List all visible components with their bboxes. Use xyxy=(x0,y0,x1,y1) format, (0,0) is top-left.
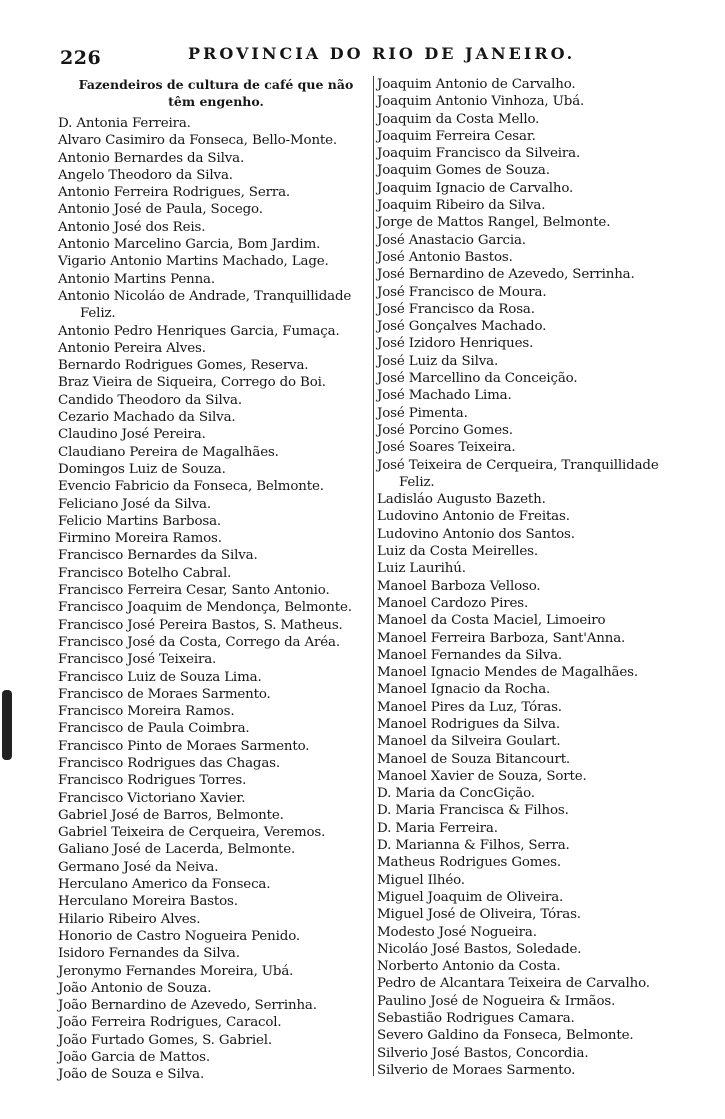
list-item: Gabriel José de Barros, Belmonte. xyxy=(58,807,284,823)
list-item: Feliciano José da Silva. xyxy=(58,496,211,512)
list-item: Miguel Joaquim de Oliveira. xyxy=(377,889,564,905)
list-item: José Izidoro Henriques. xyxy=(377,336,534,352)
list-item: Francisco de Paula Coimbra. xyxy=(58,721,250,737)
list-item: Luiz Laurihú. xyxy=(377,561,466,577)
list-item: Jeronymo Fernandes Moreira, Ubá. xyxy=(58,963,294,979)
list-item: Nicoláo José Bastos, Soledade. xyxy=(377,941,582,957)
section-heading-line-2: têm engenho. xyxy=(168,93,264,109)
list-item: João Furtado Gomes, S. Gabriel. xyxy=(58,1032,273,1048)
list-item: Herculano Moreira Bastos. xyxy=(58,894,238,910)
list-item: Isidoro Fernandes da Silva. xyxy=(58,946,240,962)
list-item: João Bernardino de Azevedo, Serrinha. xyxy=(58,998,317,1014)
list-item: Francisco Pinto de Moraes Sarmento. xyxy=(58,738,310,754)
list-item: Antonio Pedro Henriques Garcia, Fumaça. xyxy=(58,323,340,339)
section-heading xyxy=(58,76,374,115)
list-item: Sebastião Rodrigues Camara. xyxy=(377,1011,575,1027)
list-item: Candido Theodoro da Silva. xyxy=(58,392,242,408)
list-item: Germano José da Neiva. xyxy=(58,859,219,875)
list-item: José Francisco da Rosa. xyxy=(377,301,535,317)
list-item: Joaquim Antonio de Carvalho. xyxy=(377,77,576,92)
list-item: Francisco José Pereira Bastos, S. Matheus. xyxy=(58,617,343,633)
left-column xyxy=(58,76,374,1084)
list-item: Manoel Barboza Velloso. xyxy=(377,578,541,594)
list-item: Francisco Victoriano Xavier. xyxy=(58,790,246,806)
column-divider xyxy=(373,76,374,1076)
list-item: Matheus Rodrigues Gomes. xyxy=(377,855,561,871)
list-item: Modesto José Nogueira. xyxy=(377,924,537,940)
list-item: Antonio Martins Penna. xyxy=(58,271,215,287)
list-item: Manoel Rodrigues da Silva. xyxy=(377,716,560,732)
section-heading-line-1: Fazendeiros de cultura de café que não xyxy=(78,77,354,92)
list-item: Feliz. xyxy=(399,474,435,490)
list-item: Manoel Cardozo Pires. xyxy=(377,595,529,611)
list-item: Feliz. xyxy=(80,306,116,322)
list-item: D. Maria Ferreira. xyxy=(377,820,498,836)
list-item: D. Marianna & Filhos, Serra. xyxy=(377,838,570,854)
list-item: Joaquim da Costa Mello. xyxy=(377,111,540,127)
list-item: Manoel Ignacio Mendes de Magalhães. xyxy=(377,665,638,681)
list-item: Manoel da Silveira Goulart. xyxy=(377,734,561,750)
list-item: Antonio Nicoláo de Andrade, Tranquillidade xyxy=(58,288,352,304)
list-item: Paulino José de Nogueira & Irmãos. xyxy=(377,993,616,1009)
list-item: Antonio José de Paula, Socego. xyxy=(58,202,263,218)
right-column xyxy=(377,76,717,1079)
list-item: Antonio Ferreira Rodrigues, Serra. xyxy=(58,185,291,201)
list-item: Honorio de Castro Nogueira Penido. xyxy=(58,928,300,944)
list-item: João Antonio de Souza. xyxy=(58,980,212,996)
list-item: Ladisláo Augusto Bazeth. xyxy=(377,492,546,508)
list-item: Antonio Marcelino Garcia, Bom Jardim. xyxy=(58,237,321,253)
list-item: Ludovino Antonio dos Santos. xyxy=(377,526,575,542)
list-item: D. Maria Francisca & Filhos. xyxy=(377,803,569,819)
list-item: Miguel Ilhéo. xyxy=(377,872,465,888)
list-item: Francisco José da Costa, Corrego da Aréa. xyxy=(58,634,340,650)
list-item: Joaquim Antonio Vinhoza, Ubá. xyxy=(377,94,585,110)
list-item: Alvaro Casimiro da Fonseca, Bello-Monte. xyxy=(58,133,338,149)
list-item: Felicio Martins Barbosa. xyxy=(58,513,222,529)
list-item: Angelo Theodoro da Silva. xyxy=(58,167,233,183)
list-item: Ludovino Antonio de Freitas. xyxy=(377,509,570,525)
list-item: José Pimenta. xyxy=(377,405,468,421)
list-item: Francisco Bernardes da Silva. xyxy=(58,548,258,564)
list-item: Silverio de Moraes Sarmento. xyxy=(377,1062,576,1078)
list-item: Manoel Ferreira Barboza, Sant'Anna. xyxy=(377,630,626,646)
list-item: Francisco Rodrigues das Chagas. xyxy=(58,755,280,771)
list-item: Joaquim Ferreira Cesar. xyxy=(377,128,536,144)
list-item: Domingos Luiz de Souza. xyxy=(58,461,226,477)
list-item: Firmino Moreira Ramos. xyxy=(58,531,222,547)
list-item: José Teixeira de Cerqueira, Tranquillidade xyxy=(377,457,659,473)
page-number: 226 xyxy=(60,47,102,69)
binding-mark xyxy=(2,690,12,760)
list-item: Joaquim Gomes de Souza. xyxy=(377,163,550,179)
list-item: D. Maria da ConcGição. xyxy=(377,786,535,802)
list-item: Manoel Pires da Luz, Tóras. xyxy=(377,699,562,715)
list-item: Manoel Fernandes da Silva. xyxy=(377,647,563,663)
list-item: Francisco Rodrigues Torres. xyxy=(58,773,247,789)
list-item: Francisco Moreira Ramos. xyxy=(58,704,235,720)
list-item: José Porcino Gomes. xyxy=(377,422,513,438)
list-item: Francisco Joaquim de Mendonça, Belmonte. xyxy=(58,600,352,616)
list-item: Galiano José de Lacerda, Belmonte. xyxy=(58,842,296,858)
list-item: Gabriel Teixeira de Cerqueira, Veremos. xyxy=(58,825,326,841)
list-item: Francisco Luiz de Souza Lima. xyxy=(58,669,262,685)
list-item: João Ferreira Rodrigues, Caracol. xyxy=(58,1015,282,1031)
list-item: Severo Galdino da Fonseca, Belmonte. xyxy=(377,1028,634,1044)
list-item: Joaquim Ribeiro da Silva. xyxy=(377,198,546,214)
list-item: José Anastacio Garcia. xyxy=(377,232,526,248)
list-item: Bernardo Rodrigues Gomes, Reserva. xyxy=(58,358,309,374)
list-item: Joaquim Ignacio de Carvalho. xyxy=(377,180,574,196)
list-item: Francisco José Teixeira. xyxy=(58,652,217,668)
list-item: Antonio Bernardes da Silva. xyxy=(58,150,245,166)
list-item: José Francisco de Moura. xyxy=(377,284,547,300)
list-item: Jorge de Mattos Rangel, Belmonte. xyxy=(377,215,611,231)
list-item: João Garcia de Mattos. xyxy=(58,1050,210,1066)
list-item: José Luiz da Silva. xyxy=(377,353,499,369)
list-item: Luiz da Costa Meirelles. xyxy=(377,544,538,560)
list-item: Claudiano Pereira de Magalhães. xyxy=(58,444,279,460)
list-item: Cezario Machado da Silva. xyxy=(58,410,236,426)
list-item: Norberto Antonio da Costa. xyxy=(377,959,561,975)
list-item: Pedro de Alcantara Teixeira de Carvalho. xyxy=(377,976,650,992)
list-item: Silverio José Bastos, Concordia. xyxy=(377,1045,589,1061)
list-item: José Gonçalves Machado. xyxy=(377,319,547,335)
running-title: PROVINCIA DO RIO DE JANEIRO. xyxy=(188,44,576,63)
list-item: Antonio Pereira Alves. xyxy=(58,340,206,356)
list-item: Evencio Fabricio da Fonseca, Belmonte. xyxy=(58,479,324,495)
list-item: José Antonio Bastos. xyxy=(377,249,513,265)
list-item: Braz Vieira de Siqueira, Corrego do Boi. xyxy=(58,375,326,391)
list-item: Francisco Ferreira Cesar, Santo Antonio. xyxy=(58,583,330,599)
list-item: Francisco Botelho Cabral. xyxy=(58,565,232,581)
list-item: Francisco de Moraes Sarmento. xyxy=(58,686,271,702)
left-entry-list xyxy=(58,115,374,1084)
list-item: Herculano Americo da Fonseca. xyxy=(58,877,271,893)
list-item: Manoel Ignacio da Rocha. xyxy=(377,682,551,698)
list-item: João de Souza e Silva. xyxy=(58,1067,205,1083)
list-item: Hilario Ribeiro Alves. xyxy=(58,911,201,927)
list-item: José Bernardino de Azevedo, Serrinha. xyxy=(377,267,635,283)
list-item: Manoel de Souza Bitancourt. xyxy=(377,751,571,767)
list-item: Antonio José dos Reis. xyxy=(58,219,206,235)
list-item: Manoel Xavier de Souza, Sorte. xyxy=(377,768,587,784)
list-item: Joaquim Francisco da Silveira. xyxy=(377,146,581,162)
list-item: José Marcellino da Conceição. xyxy=(377,371,578,387)
list-item: D. Antonia Ferreira. xyxy=(58,116,191,131)
list-item: Claudino José Pereira. xyxy=(58,427,206,443)
list-item: Miguel José de Oliveira, Tóras. xyxy=(377,907,581,923)
list-item: José Machado Lima. xyxy=(377,388,512,404)
list-item: José Soares Teixeira. xyxy=(377,440,516,456)
list-item: Vigario Antonio Martins Machado, Lage. xyxy=(58,254,329,270)
right-entry-list xyxy=(377,76,717,1079)
list-item: Manoel da Costa Maciel, Limoeiro xyxy=(377,613,606,629)
